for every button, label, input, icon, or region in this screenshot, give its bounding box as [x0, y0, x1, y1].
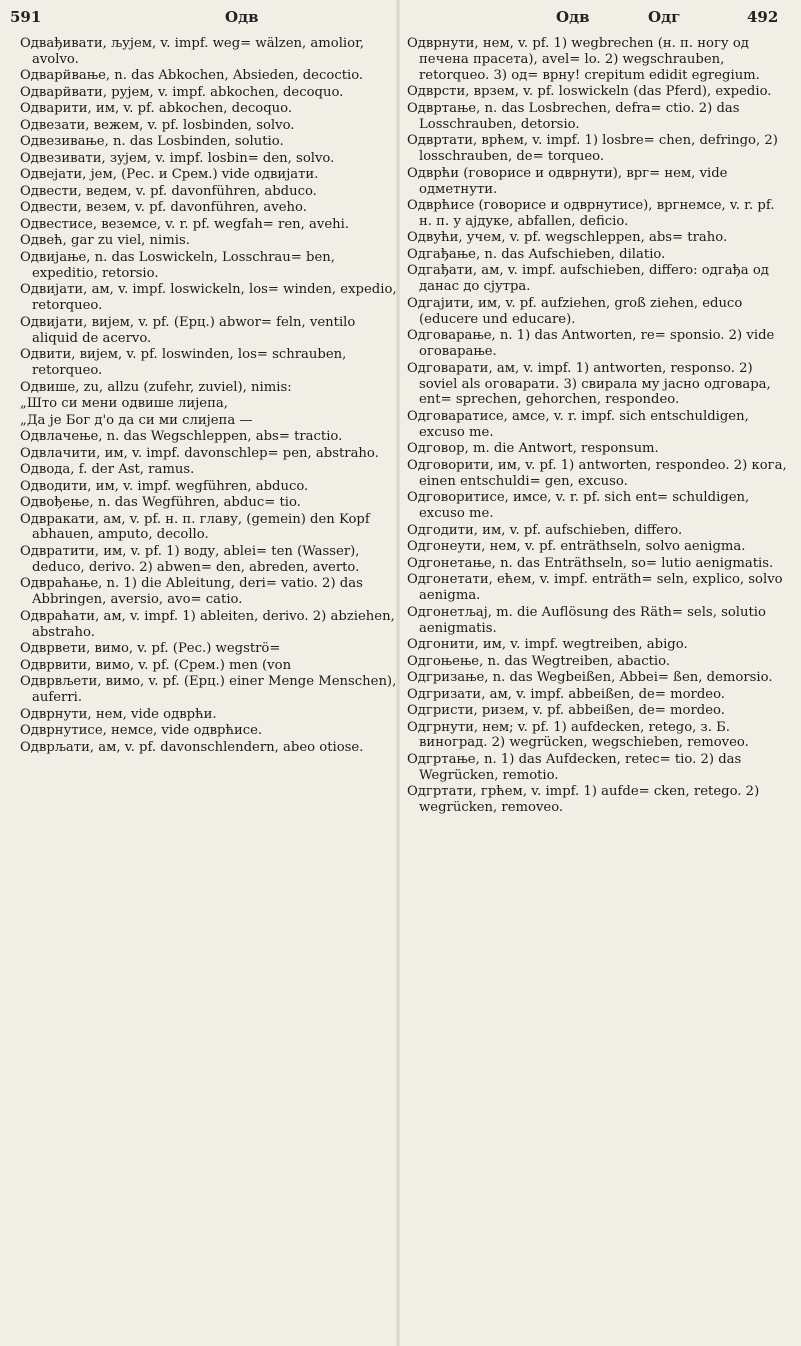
dictionary-entry: Одврвљети, вимо, v. pf. (Ерц.) einer Menge Menschen), auferri. — [20, 674, 397, 706]
dictionary-entry: Одговор, m. die Antwort, responsum. — [407, 441, 659, 457]
dictionary-entry: Одвлачење, n. das Wegschleppen, abs= tractio. — [20, 429, 343, 445]
dictionary-entry: Одврнутисе, немсе, vide одврћисе. — [20, 723, 263, 739]
dictionary-entry: Одвртање, n. das Losbrechen, defra= ctio. 2) das Losschrauben, detorsio. — [407, 100, 740, 132]
dictionary-entry: Одгађање, n. das Aufschieben, dilatio. — [407, 246, 666, 262]
dictionary-entry: Одвести, ведем, v. pf. davonführen, abduco. — [20, 183, 317, 199]
dictionary-entry: Одвијати, вијем, v. pf. (Ерц.) abwor= feln, ventilo aliquid de acervo. — [20, 314, 356, 346]
dictionary-entry: Одгонеути, нем, v. pf. enträthseln, solvo aenigma. — [407, 539, 746, 555]
dictionary-entry: Одврвити, вимо, v. pf. (Срем.) men (von — [20, 657, 292, 673]
dictionary-entry: Одгризање, n. das Wegbeißen, Abbei= ßen, demorsio. — [407, 670, 773, 685]
running-head-left: Одв — [225, 8, 259, 26]
dictionary-entry: Одвракати, ам, v. pf. н. п. главу, (gemein) den Kopf abhauen, amputo, decollo. — [20, 511, 370, 543]
dictionary-entry: Одвезивати, зујем, v. impf. losbin= den, solvo. — [20, 150, 335, 166]
dictionary-entry: Одвећ, gar zu viel, nimis. — [20, 233, 190, 249]
right-column — [407, 36, 789, 817]
dictionary-entry: Одвезивање, n. das Losbinden, solutio. — [20, 134, 284, 150]
dictionary-entry: Одвестисе, веземсе, v. r. pf. wegfah= ren, avehi. — [20, 216, 350, 232]
dictionary-entry: Одвити, вијем, v. pf. loswinden, los= schrauben, retorqueo. — [20, 347, 347, 379]
dictionary-entry: „Да је Бог д'о да си ми слијепа — — [20, 412, 253, 428]
dictionary-entry: Одвијати, ам, v. impf. loswickeln, los= winden, expedio, retorqueo. — [20, 282, 397, 314]
dictionary-entry: Одгонетати, ећем, v. impf. enträth= seln, explico, solvo aenigma. — [407, 572, 783, 604]
page-number-right: 492 — [747, 8, 779, 26]
dictionary-entry: Одгонетљај, m. die Auflösung des Räth= sels, solutio aenigmatis. — [407, 604, 766, 636]
dictionary-entry: Одвише, zu, allzu (zufehr, zuviel), nimis: — [20, 379, 292, 395]
dictionary-entry: Одвртати, врћем, v. impf. 1) losbre= chen, defringo, 2) losschrauben, de= torqueo. — [407, 133, 778, 165]
dictionary-entry: Одговоритисе, имсе, v. r. pf. sich ent= schuldigen, excuso me. — [407, 490, 750, 522]
dictionary-entry: Одврнути, нем, vide одврћи. — [20, 706, 217, 722]
running-head-right: Одг — [648, 8, 681, 26]
dictionary-entry: Одводити, им, v. impf. wegführen, abduco. — [20, 478, 309, 494]
dictionary-entry: Одварйвање, n. das Abkochen, Absieden, decoctio. — [20, 68, 364, 84]
dictionary-entry: Одвејати, јем, (Рес. и Срем.) vide одвијати. — [20, 167, 319, 183]
dictionary-entry: Одвезати, вежем, v. pf. losbinden, solvo. — [20, 117, 295, 133]
page-number-left: 591 — [10, 8, 42, 26]
dictionary-entry: Одгађати, ам, v. impf. aufschieben, differo: одгађа од данас до сјутра. — [407, 263, 769, 295]
dictionary-entry: Одвести, везем, v. pf. davonführen, aveho. — [20, 200, 307, 216]
dictionary-entry: Одгртати, грћем, v. impf. 1) aufde= cken, retego. 2) wegrücken, removeo. — [407, 784, 760, 816]
dictionary-entry: Одгртање, n. 1) das Aufdecken, retec= tio. 2) das Wegrücken, remotio. — [407, 751, 742, 783]
dictionary-entry: „Што си мени одвише лијепа, — [20, 396, 228, 412]
page-header — [0, 0, 801, 34]
dictionary-entry: Одврљати, ам, v. pf. davonschlendern, abeo otiose. — [20, 739, 364, 755]
dictionary-entry: Одвијање, n. das Loswickeln, Losschrau= ben, expeditio, retorsio. — [20, 249, 335, 281]
dictionary-entry: Одговарање, n. 1) das Antworten, re= sponsio. 2) vide оговарање. — [407, 328, 775, 360]
dictionary-entry: Одгајити, им, v. pf. aufziehen, groß ziehen, educo (educere und educare). — [407, 295, 743, 327]
dictionary-entry: Одгрнути, нем; v. pf. 1) aufdecken, retego, з. Б. виноград. 2) wegrücken, wegschieben, removeo. — [407, 719, 749, 751]
dictionary-entry: Одвраћање, n. 1) die Ableitung, deri= vatio. 2) das Abbringen, aversio, avo= catio. — [20, 576, 363, 608]
dictionary-entry: Одврсти, врзем, v. pf. loswickeln (das Pferd), expedio. — [407, 84, 772, 100]
dictionary-entry: Одгоњење, n. das Wegtreiben, abactio. — [407, 653, 671, 669]
dictionary-entry: Одгодити, им, v. pf. aufschieben, differo. — [407, 522, 683, 538]
dictionary-entry: Одврнути, нем, v. pf. 1) wegbrechen (н. п. ногу од печена прасета), avel= lo. 2) wegschrauben, retorqueo. 3) од= врну! crepitum edidit egregium. — [407, 36, 760, 83]
dictionary-entry: Одгонетање, n. das Enträthseln, so= lutio aenigmatis. — [407, 555, 774, 571]
dictionary-entry: Одвратити, им, v. pf. 1) воду, ablei= ten (Wasser), deduco, derivo. 2) abwen= den, abreden, averto. — [20, 543, 360, 575]
dictionary-entry: Одврћи (говорисе и одврнути), врг= нем, vide одметнути. — [407, 165, 728, 197]
dictionary-entry: Одгризати, ам, v. impf. abbeißen, de= mordeo. — [407, 686, 725, 702]
dictionary-entry: Одварити, им, v. pf. abkochen, decoquo. — [20, 101, 293, 117]
dictionary-entry: Одвлачити, им, v. impf. davonschlep= pen, abstraho. — [20, 445, 379, 461]
left-column — [20, 36, 400, 756]
dictionary-entry: Одгристи, ризем, v. pf. abbeißen, de= mordeo. — [407, 703, 725, 718]
dictionary-entry: Одвући, учем, v. pf. wegschleppen, abs= traho. — [407, 230, 728, 246]
dictionary-entry: Одварйвати, рујем, v. impf. abkochen, decoquo. — [20, 84, 344, 100]
dictionary-entry: Одврвети, вимо, v. pf. (Рес.) wegströ= — [20, 641, 281, 657]
dictionary-entry: Одговорити, им, v. pf. 1) antworten, respondeo. 2) кога, einen entschuldi= gen, excuso. — [407, 457, 787, 489]
dictionary-entry: Одвода, f. der Ast, ramus. — [20, 462, 195, 478]
dictionary-entry: Одвраћати, ам, v. impf. 1) ableiten, derivo. 2) abziehen, abstraho. — [20, 608, 395, 640]
dictionary-entry: Одвађивати, љујем, v. impf. weg= wälzen, amolior, avolvo. — [20, 36, 365, 67]
dictionary-entry: Одврћисе (говорисе и одврнутисе), вргнемсе, v. r. pf. н. п. у ајдуке, abfallen, deficio. — [407, 198, 775, 229]
dictionary-entry: Одгонити, им, v. impf. wegtreiben, abigo. — [407, 637, 688, 652]
dictionary-entry: Одговарати, ам, v. impf. 1) antworten, responso. 2) soviel als оговарати. 3) свирала му јасно одговара, ent= sprechen, gehorchen, respondeo. — [407, 360, 771, 408]
dictionary-entry: Одговаратисе, амсе, v. r. impf. sich entschuldigen, excuso me. — [407, 408, 749, 440]
running-head-mid: Одв — [556, 8, 590, 26]
dictionary-entry: Одвођење, n. das Wegführen, abduc= tio. — [20, 495, 301, 511]
